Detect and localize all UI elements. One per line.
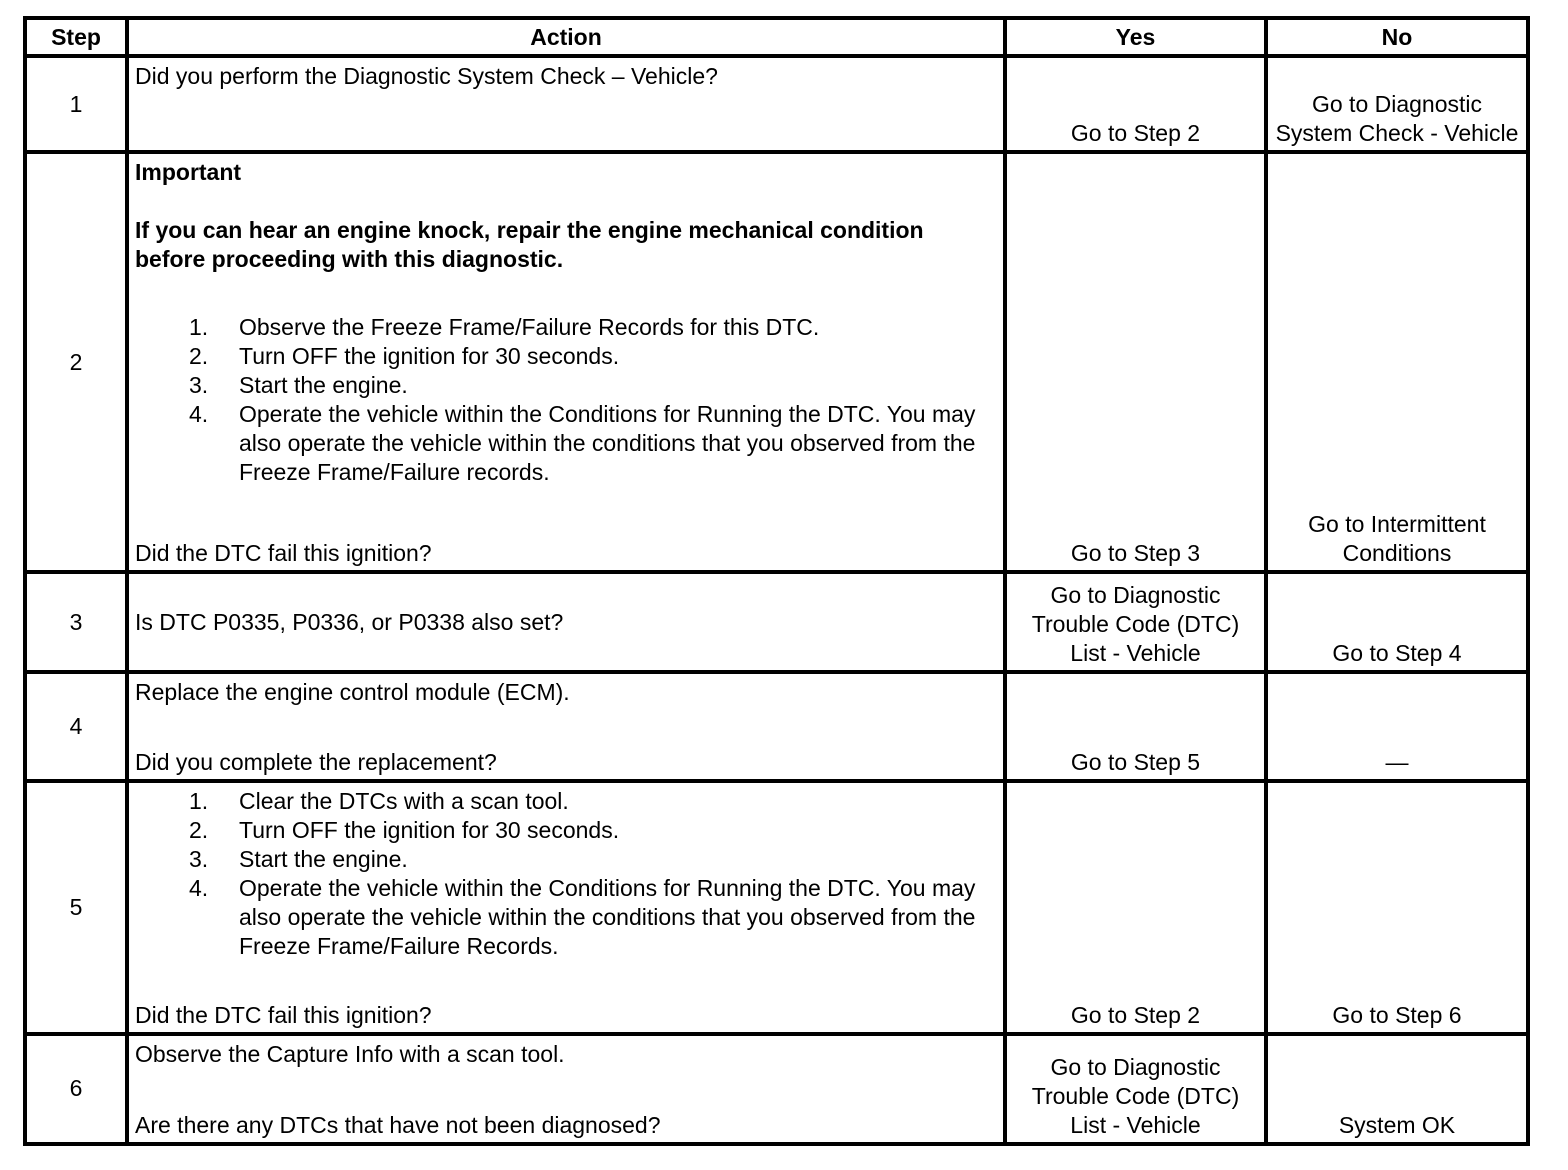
table-row xyxy=(25,672,1528,780)
yes-cell: Go to Diagnostic Trouble Code (DTC) List - Vehicle xyxy=(1005,1034,1266,1144)
step-number: 2 xyxy=(25,152,127,572)
action-question: Did the DTC fail this ignition? xyxy=(135,539,432,566)
step-number: 5 xyxy=(25,781,127,1034)
action-question: Did you perform the Diagnostic System Check – Vehicle? xyxy=(135,63,718,89)
header-no: No xyxy=(1266,18,1528,56)
table-row xyxy=(25,1034,1528,1144)
no-cell: Go to Step 4 xyxy=(1266,572,1528,672)
yes-cell: Go to Diagnostic Trouble Code (DTC) List - Vehicle xyxy=(1005,572,1266,672)
no-cell: Go to Diagnostic System Check - Vehicle xyxy=(1266,56,1528,152)
no-cell: Go to Intermittent Conditions xyxy=(1266,152,1528,572)
action-cell xyxy=(127,672,1005,780)
no-cell: — xyxy=(1266,672,1528,780)
list-item: 3. Start the engine. xyxy=(189,845,408,872)
action-question: Are there any DTCs that have not been diagnosed? xyxy=(135,1112,661,1138)
header-action: Action xyxy=(127,18,1005,56)
table-row xyxy=(25,152,1528,572)
step-number: 4 xyxy=(25,672,127,780)
action-question: Did you complete the replacement? xyxy=(135,748,497,775)
diagnostic-table xyxy=(23,16,1530,1146)
yes-cell: Go to Step 3 xyxy=(1005,152,1266,572)
step-number: 1 xyxy=(25,56,127,152)
no-cell: System OK xyxy=(1266,1034,1528,1144)
table-row xyxy=(25,572,1528,672)
action-question: Did the DTC fail this ignition? xyxy=(135,1001,432,1028)
list-item: 2. Turn OFF the ignition for 30 seconds. xyxy=(189,343,620,370)
list-item: 3. Start the engine. xyxy=(189,372,408,399)
action-cell xyxy=(127,1034,1005,1144)
table-row xyxy=(25,56,1528,152)
action-cell xyxy=(127,781,1005,1034)
procedure-list xyxy=(135,787,997,961)
step-number: 6 xyxy=(25,1034,127,1144)
action-question: Is DTC P0335, P0336, or P0338 also set? xyxy=(127,572,1005,672)
important-label: Important xyxy=(135,159,242,186)
procedure-list xyxy=(135,313,997,487)
action-cell xyxy=(127,152,1005,572)
yes-cell: Go to Step 2 xyxy=(1005,781,1266,1034)
action-cell xyxy=(127,56,1005,152)
header-yes: Yes xyxy=(1005,18,1266,56)
list-item: 4. Operate the vehicle within the Conditions for Running the DTC. You may also operate the vehicle within the conditions that you observed from the Freeze Frame/Failure Records. xyxy=(189,874,976,959)
yes-cell: Go to Step 5 xyxy=(1005,672,1266,780)
list-item: 1. Observe the Freeze Frame/Failure Records for this DTC. xyxy=(189,314,820,341)
list-item: 4. Operate the vehicle within the Conditions for Running the DTC. You may also operate the vehicle within the conditions that you observed from the Freeze Frame/Failure records. xyxy=(189,401,976,486)
no-cell: Go to Step 6 xyxy=(1266,781,1528,1034)
header-row xyxy=(25,18,1528,56)
list-item: 1. Clear the DTCs with a scan tool. xyxy=(189,787,569,814)
important-text: If you can hear an engine knock, repair the engine mechanical condition before proceeding with this diagnostic. xyxy=(135,217,924,273)
list-item: 2. Turn OFF the ignition for 30 seconds. xyxy=(189,816,620,843)
header-step: Step xyxy=(25,18,127,56)
step-number: 3 xyxy=(25,572,127,672)
yes-cell: Go to Step 2 xyxy=(1005,56,1266,152)
action-instruction: Observe the Capture Info with a scan tool. xyxy=(135,1040,565,1067)
table-row xyxy=(25,781,1528,1034)
action-instruction: Replace the engine control module (ECM). xyxy=(135,679,570,706)
